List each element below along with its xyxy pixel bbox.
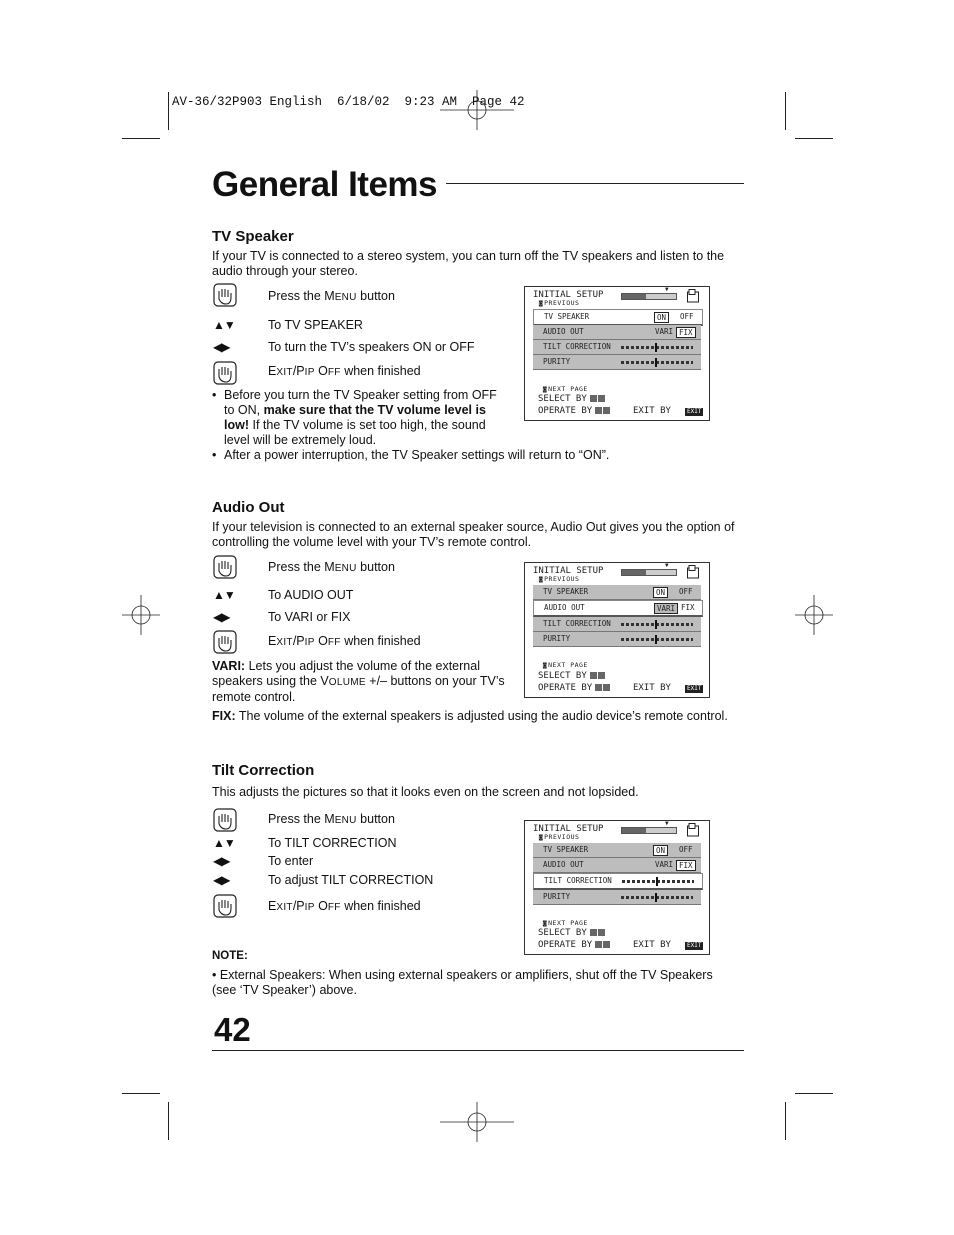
step-vari-or-fix: To VARI or FIX	[268, 610, 351, 624]
bullet-power-interruption: • After a power interruption, the TV Speaker settings will return to “ON”.	[212, 448, 742, 463]
tilt-level-bar	[622, 880, 694, 883]
osd-row-tilt-correction[interactable]: TILT CORRECTION	[533, 617, 701, 632]
step-exit: EXIT/PIP OFF when finished	[268, 899, 421, 913]
opt-off[interactable]: OFF	[680, 312, 694, 321]
left-right-arrows-icon: ◀▶	[213, 873, 230, 887]
step-exit: EXIT/PIP OFF when finished	[268, 364, 421, 378]
purity-level-bar	[621, 896, 693, 899]
registration-mark-icon	[122, 595, 160, 635]
opt-off[interactable]: OFF	[679, 587, 693, 596]
osd-row-purity[interactable]: PURITY	[533, 890, 701, 905]
osd-row-purity[interactable]: PURITY	[533, 632, 701, 647]
osd-row-tilt-correction[interactable]: TILT CORRECTION	[533, 340, 701, 355]
crop-mark	[785, 92, 786, 130]
page-title: General Items	[212, 165, 437, 204]
crop-mark	[785, 1102, 786, 1140]
page-rule	[212, 1050, 744, 1051]
tv-icon	[687, 565, 699, 579]
step-select-tv-speaker: To TV SPEAKER	[268, 318, 363, 332]
osd-next-page: ◙ NEXT PAGE	[543, 385, 588, 393]
tab-pointer-icon: ▼	[665, 562, 669, 569]
tv-speaker-intro: If your TV is connected to a stereo system, you can turn off the TV speakers and listen to the audio through your stereo.	[212, 249, 725, 278]
tab-pointer-icon: ▼	[665, 286, 669, 293]
section-heading-tv-speaker: TV Speaker	[212, 228, 294, 245]
left-right-arrows-icon: ◀▶	[213, 854, 230, 868]
osd-previous: ◙ PREVIOUS	[539, 833, 579, 841]
osd-operate-by: OPERATE BY	[538, 683, 611, 693]
osd-select-by: SELECT BY	[538, 928, 606, 938]
opt-fix[interactable]: FIX	[676, 860, 696, 871]
tab-pointer-icon: ▼	[665, 820, 669, 827]
up-down-arrows-icon: ▲▼	[213, 588, 235, 602]
step-press-menu: Press the MENU button	[268, 812, 395, 826]
tv-icon	[687, 289, 699, 303]
osd-exit-by: EXIT BY	[633, 940, 671, 950]
opt-on[interactable]: ON	[653, 845, 668, 856]
remote-hand-icon	[213, 555, 237, 579]
step-select-tilt: To TILT CORRECTION	[268, 836, 397, 850]
remote-hand-icon	[213, 894, 237, 918]
tilt-level-bar	[621, 623, 693, 626]
fix-description: FIX: The volume of the external speakers is adjusted using the audio device’s remote control.	[212, 709, 728, 723]
crop-mark	[795, 138, 833, 139]
osd-menu-tv-speaker	[524, 286, 710, 421]
osd-row-tv-speaker[interactable]: TV SPEAKER ON OFF	[533, 843, 701, 858]
osd-exit-by: EXIT BY	[633, 683, 671, 693]
osd-select-by: SELECT BY	[538, 671, 606, 681]
osd-row-tv-speaker[interactable]: TV SPEAKER ON OFF	[533, 585, 701, 600]
osd-tab-bar	[621, 827, 677, 834]
remote-hand-icon	[213, 808, 237, 832]
osd-exit-by: EXIT BY	[633, 406, 671, 416]
crop-mark	[795, 1093, 833, 1094]
title-rule	[446, 183, 744, 184]
crop-mark	[168, 1102, 169, 1140]
remote-hand-icon	[213, 283, 237, 307]
step-select-audio-out: To AUDIO OUT	[268, 588, 354, 602]
osd-select-by: SELECT BY	[538, 394, 606, 404]
osd-previous: ◙ PREVIOUS	[539, 575, 579, 583]
note-label: NOTE:	[212, 950, 248, 962]
crop-mark	[168, 92, 169, 130]
osd-next-page: ◙ NEXT PAGE	[543, 919, 588, 927]
osd-next-page: ◙ NEXT PAGE	[543, 661, 588, 669]
osd-row-tv-speaker[interactable]: TV SPEAKER ON OFF	[533, 309, 703, 326]
step-press-menu: Press the MENU button	[268, 289, 395, 303]
section-heading-audio-out: Audio Out	[212, 499, 285, 516]
remote-hand-icon	[213, 630, 237, 654]
print-header-meta: AV-36/32P903 English 6/18/02 9:23 AM Page 42	[172, 95, 525, 109]
osd-menu-audio-out	[524, 562, 710, 698]
osd-tab-bar	[621, 569, 677, 576]
tv-speaker-bullets-2	[212, 448, 742, 463]
tv-icon	[687, 823, 699, 837]
bullet-volume-warning: • Before you turn the TV Speaker setting from OFF to ON, make sure that the TV volume level is low! If the TV volume is set too high, the sound level will be extremely loud.	[212, 388, 507, 448]
audio-out-intro: If your television is connected to an external speaker source, Audio Out gives you the option of controlling the volume level with your TV’s remote control.	[212, 520, 735, 549]
step-press-menu: Press the MENU button	[268, 560, 395, 574]
up-down-arrows-icon: ▲▼	[213, 318, 235, 332]
exit-button-icon: EXIT	[687, 408, 702, 415]
step-toggle-speakers: To turn the TV’s speakers ON or OFF	[268, 340, 475, 354]
purity-level-bar	[621, 361, 693, 364]
left-right-arrows-icon: ◀▶	[213, 610, 230, 624]
opt-vari[interactable]: VARI	[655, 327, 674, 336]
osd-row-purity[interactable]: PURITY	[533, 355, 701, 370]
osd-row-audio-out[interactable]: AUDIO OUT VARI FIX	[533, 325, 701, 340]
osd-row-tilt-correction[interactable]: TILT CORRECTION	[533, 873, 703, 890]
purity-level-bar	[621, 638, 693, 641]
step-exit: EXIT/PIP OFF when finished	[268, 634, 421, 648]
osd-operate-by: OPERATE BY	[538, 406, 611, 416]
osd-header: INITIAL SETUP	[533, 824, 604, 834]
opt-fix[interactable]: FIX	[681, 603, 695, 612]
osd-operate-by: OPERATE BY	[538, 940, 611, 950]
osd-previous: ◙ PREVIOUS	[539, 299, 579, 307]
tv-speaker-bullets	[212, 388, 507, 448]
osd-menu-tilt-correction	[524, 820, 710, 955]
crop-mark	[122, 138, 160, 139]
left-right-arrows-icon: ◀▶	[213, 340, 230, 354]
tilt-correction-intro: This adjusts the pictures so that it looks even on the screen and not lopsided.	[212, 785, 639, 799]
remote-hand-icon	[213, 361, 237, 385]
osd-row-audio-out[interactable]: AUDIO OUT VARI FIX	[533, 600, 703, 617]
osd-header: INITIAL SETUP	[533, 566, 604, 576]
tilt-level-bar	[621, 346, 693, 349]
up-down-arrows-icon: ▲▼	[213, 836, 235, 850]
step-adjust-tilt: To adjust TILT CORRECTION	[268, 873, 434, 887]
opt-fix[interactable]: FIX	[676, 327, 696, 338]
osd-row-audio-out[interactable]: AUDIO OUT VARI FIX	[533, 858, 701, 873]
page-number: 42	[214, 1011, 251, 1048]
opt-on[interactable]: ON	[654, 312, 669, 323]
crop-mark	[122, 1093, 160, 1094]
opt-off[interactable]: OFF	[679, 845, 693, 854]
registration-mark-icon	[795, 595, 833, 635]
opt-vari[interactable]: VARI	[655, 860, 674, 869]
step-enter: To enter	[268, 854, 314, 868]
registration-mark-icon	[440, 1102, 514, 1142]
osd-tab-bar	[621, 293, 677, 300]
opt-on[interactable]: ON	[653, 587, 668, 598]
vari-description: VARI: Lets you adjust the volume of the external speakers using the VOLUME +/– buttons on your TV’s remote control.	[212, 659, 505, 704]
exit-button-icon: EXIT	[687, 942, 702, 949]
osd-header: INITIAL SETUP	[533, 290, 604, 300]
exit-button-icon: EXIT	[687, 685, 702, 692]
section-heading-tilt-correction: Tilt Correction	[212, 762, 315, 779]
opt-vari[interactable]: VARI	[654, 603, 678, 614]
note-text: • External Speakers: When using external speakers or amplifiers, shut off the TV Speakers (see ‘TV Speaker’) above.	[212, 968, 713, 997]
